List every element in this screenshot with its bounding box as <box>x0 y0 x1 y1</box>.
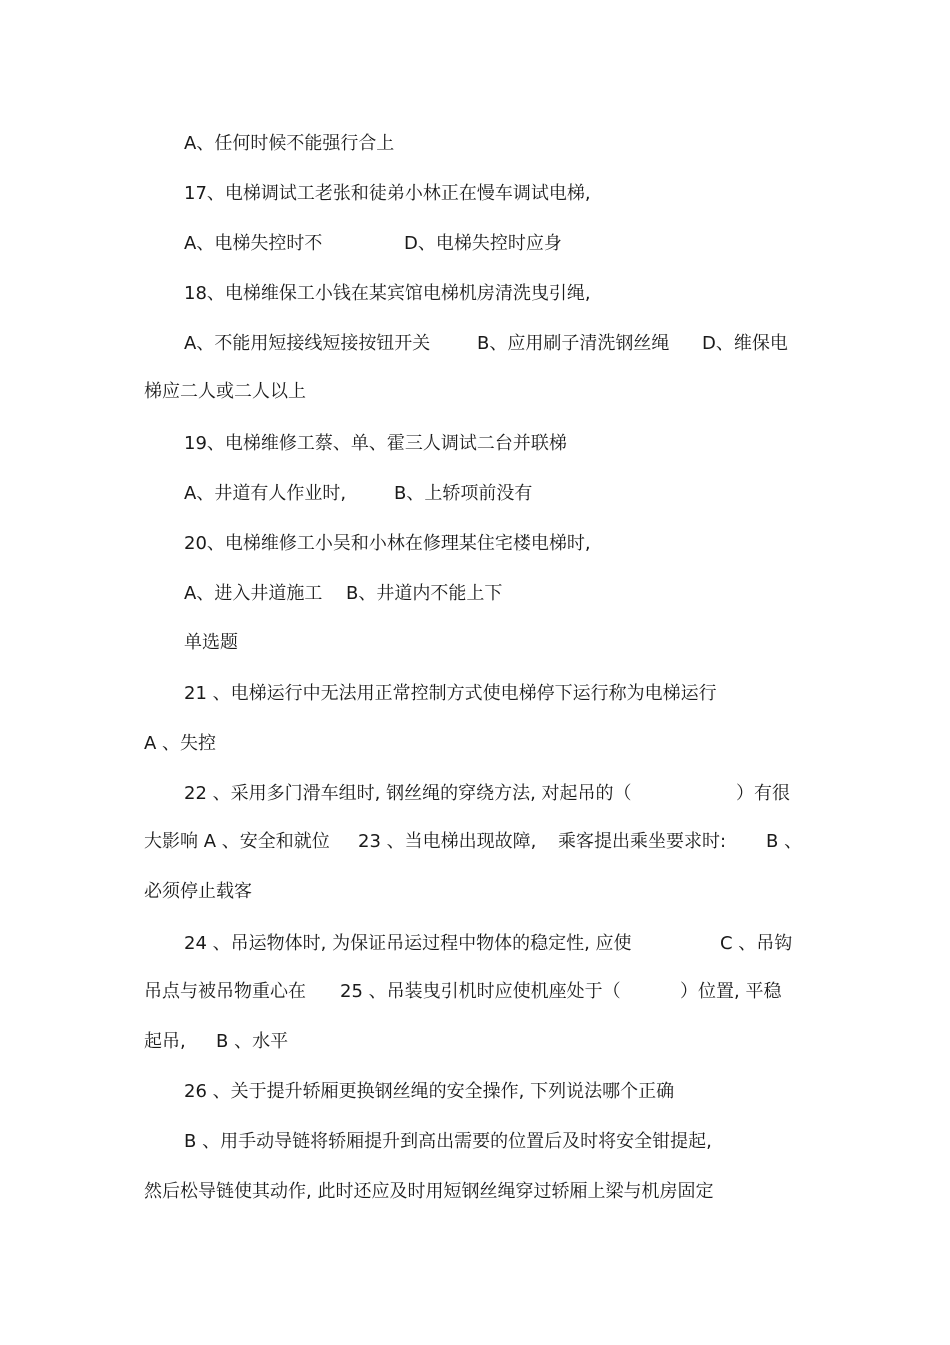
question-22-text: 22 、采用多门滑车组时, 钢丝绳的穿绕方法, 对起吊的（ <box>184 783 632 804</box>
section-heading: 单选题 <box>184 632 238 653</box>
option-d: D、维保电 <box>702 333 788 354</box>
option-b: B、井道内不能上下 <box>346 583 503 604</box>
answer-23: 必须停止载客 <box>144 881 252 902</box>
question-26: 26 、关于提升轿厢更换钢丝绳的安全操作, 下列说法哪个正确 <box>184 1081 675 1102</box>
question-23: 23 、当电梯出现故障, <box>358 831 537 852</box>
question-19: 19、电梯维修工蔡、单、霍三人调试二台并联梯 <box>184 433 567 454</box>
question-25-end: 起吊, <box>144 1031 186 1052</box>
answer-26: B 、用手动导链将轿厢提升到高出需要的位置后及时将安全钳提起, <box>184 1131 712 1152</box>
answer-line: A 、失控 <box>144 733 217 754</box>
option-d: D、电梯失控时应身 <box>404 233 562 254</box>
option-b: B、上轿项前没有 <box>394 483 533 504</box>
answer-24-prefix: C 、吊钩 <box>720 933 793 954</box>
question-25-tail: ）位置, 平稳 <box>680 981 782 1002</box>
answer-22: 大影响 A 、安全和就位 <box>144 831 330 852</box>
question-21: 21 、电梯运行中无法用正常控制方式使电梯停下运行称为电梯运行 <box>184 683 717 704</box>
answer-23-prefix: B 、 <box>766 831 803 852</box>
option-a: A、井道有人作业时, <box>184 483 347 504</box>
question-17: 17、电梯调试工老张和徒弟小林正在慢车调试电梯, <box>184 183 591 204</box>
answer-25: B 、水平 <box>216 1031 289 1052</box>
option-a: A、不能用短接线短接按钮开关 <box>184 333 431 354</box>
question-22-tail: ）有很 <box>736 783 790 804</box>
option-line: A、任何时候不能强行合上 <box>184 133 395 154</box>
question-18: 18、电梯维保工小钱在某宾馆电梯机房清洗曳引绳, <box>184 283 591 304</box>
question-25: 25 、吊装曳引机时应使机座处于（ <box>340 981 621 1002</box>
answer-26-continuation: 然后松导链使其动作, 此时还应及时用短钢丝绳穿过轿厢上梁与机房固定 <box>144 1181 714 1202</box>
question-20: 20、电梯维修工小吴和小林在修理某住宅楼电梯时, <box>184 533 591 554</box>
answer-24: 吊点与被吊物重心在 <box>144 981 306 1002</box>
question-24-text: 24 、吊运物体时, 为保证吊运过程中物体的稳定性, 应使 <box>184 933 632 954</box>
option-b: B、应用刷子清洗钢丝绳 <box>477 333 670 354</box>
question-23-text: 乘客提出乘坐要求时: <box>558 831 727 852</box>
option-a: A、进入井道施工 <box>184 583 323 604</box>
option-a: A、电梯失控时不 <box>184 233 323 254</box>
option-continuation: 梯应二人或二人以上 <box>144 381 306 402</box>
